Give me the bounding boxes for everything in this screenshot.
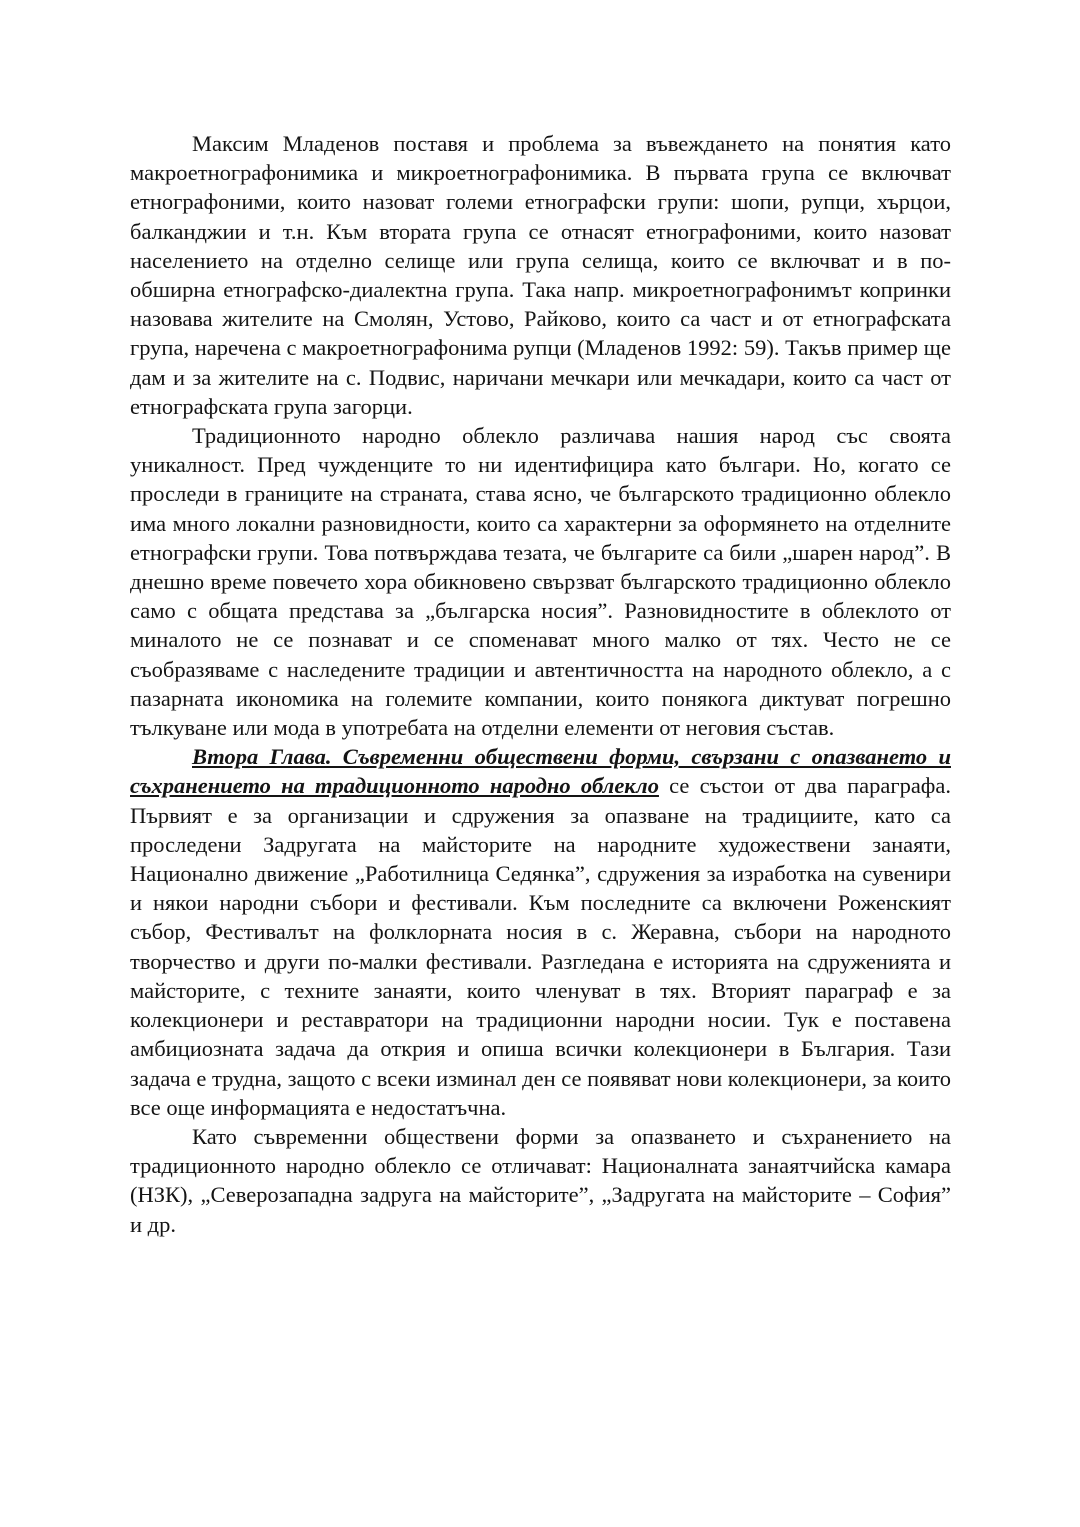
paragraph-traditional-clothing (130, 421, 951, 742)
paragraph-public-forms (130, 1122, 951, 1239)
paragraph-text: Традиционното народно облекло различава нашия народ със своята уникалност. Пред чужденците то ни идентифицира като българи. Но, когато се проследи в границите на страната, става ясно, че българското традиционно облекло има много локални разновидности, които са характерни за оформянето на отделните етнографски групи. Това потвърждава тезата, че българите са били „шарен народ”. В днешно време повечето хора обикновено свързват българското традиционно облекло само с общата представа за „българска носия”. Разновидностите в облеклото от миналото не се познават и се споменават много малко от тях. Често не се съобразяваме с наследените традиции и автентичността на народното облекло, а с пазарната икономика на големите компании, които понякога диктуват погрешно тълкуване или мода в употребата на отделни елементи от неговия състав. (130, 423, 951, 741)
document-page (130, 129, 951, 1239)
paragraph-text: се състои от два параграфа. Първият е за организации и сдружения за опазване на традициите, като са проследени Задругата на майсторите на народните художествени занаяти, Национално движение „Работилница Седянка”, сдружения за изработка на сувенири и някои народни събори и фестивали. Към последните са включени Роженският събор, Фестивалът на фолклорната носия в с. Жеравна, събори на народното творчество и други по-малки фестивали. Разгледана е историята на сдруженията и майсторите, с техните занаяти, които членуват в тях. Вторият параграф е за колекционери и реставратори на традиционни народни носии. Тук е поставена амбициозната задача да открия и опиша всички колекционери в България. Тази задача е трудна, защото с всеки изминал ден се появяват нови колекционери, за които все още информацията е недостатъчна. (130, 773, 951, 1120)
chapter-heading: Втора Глава. Съвременни обществени форми, свързани с опазването и съхранението на традиционното народно облекло (130, 744, 951, 799)
paragraph-chapter-two (130, 742, 951, 1122)
paragraph-text: Максим Младенов поставя и проблема за въвеждането на понятия като макроетнографонимика и микроетнографонимика. В първата група се включват етнографоними, които назоват големи етнографски групи: шопи, рупци, хърцои, балканджии и т.н. Към втората група се отнасят етнографоними, които назоват населението на отделно селище или група селища, които се включват и в по-обширна етнографско-диалектна група. Така напр. микроетнографонимът копринки назовава жителите на Смолян, Устово, Райково, които са част и от етнографската група, наречена с макроетнографонима рупци (Младенов 1992: 59). Такъв пример ще дам и за жителите на с. Подвис, наричани мечкари или мечкадари, които са част от етнографската група загорци. (130, 131, 951, 419)
paragraph-text: Като съвременни обществени форми за опазването и съхранението на традиционното народно облекло се отличават: Националната занаятчийска камара (НЗК), „Северозападна задруга на майсторите”, „Задругата на майсторите – София” и др. (130, 1123, 951, 1237)
paragraph-ethnographonyms (130, 129, 951, 421)
